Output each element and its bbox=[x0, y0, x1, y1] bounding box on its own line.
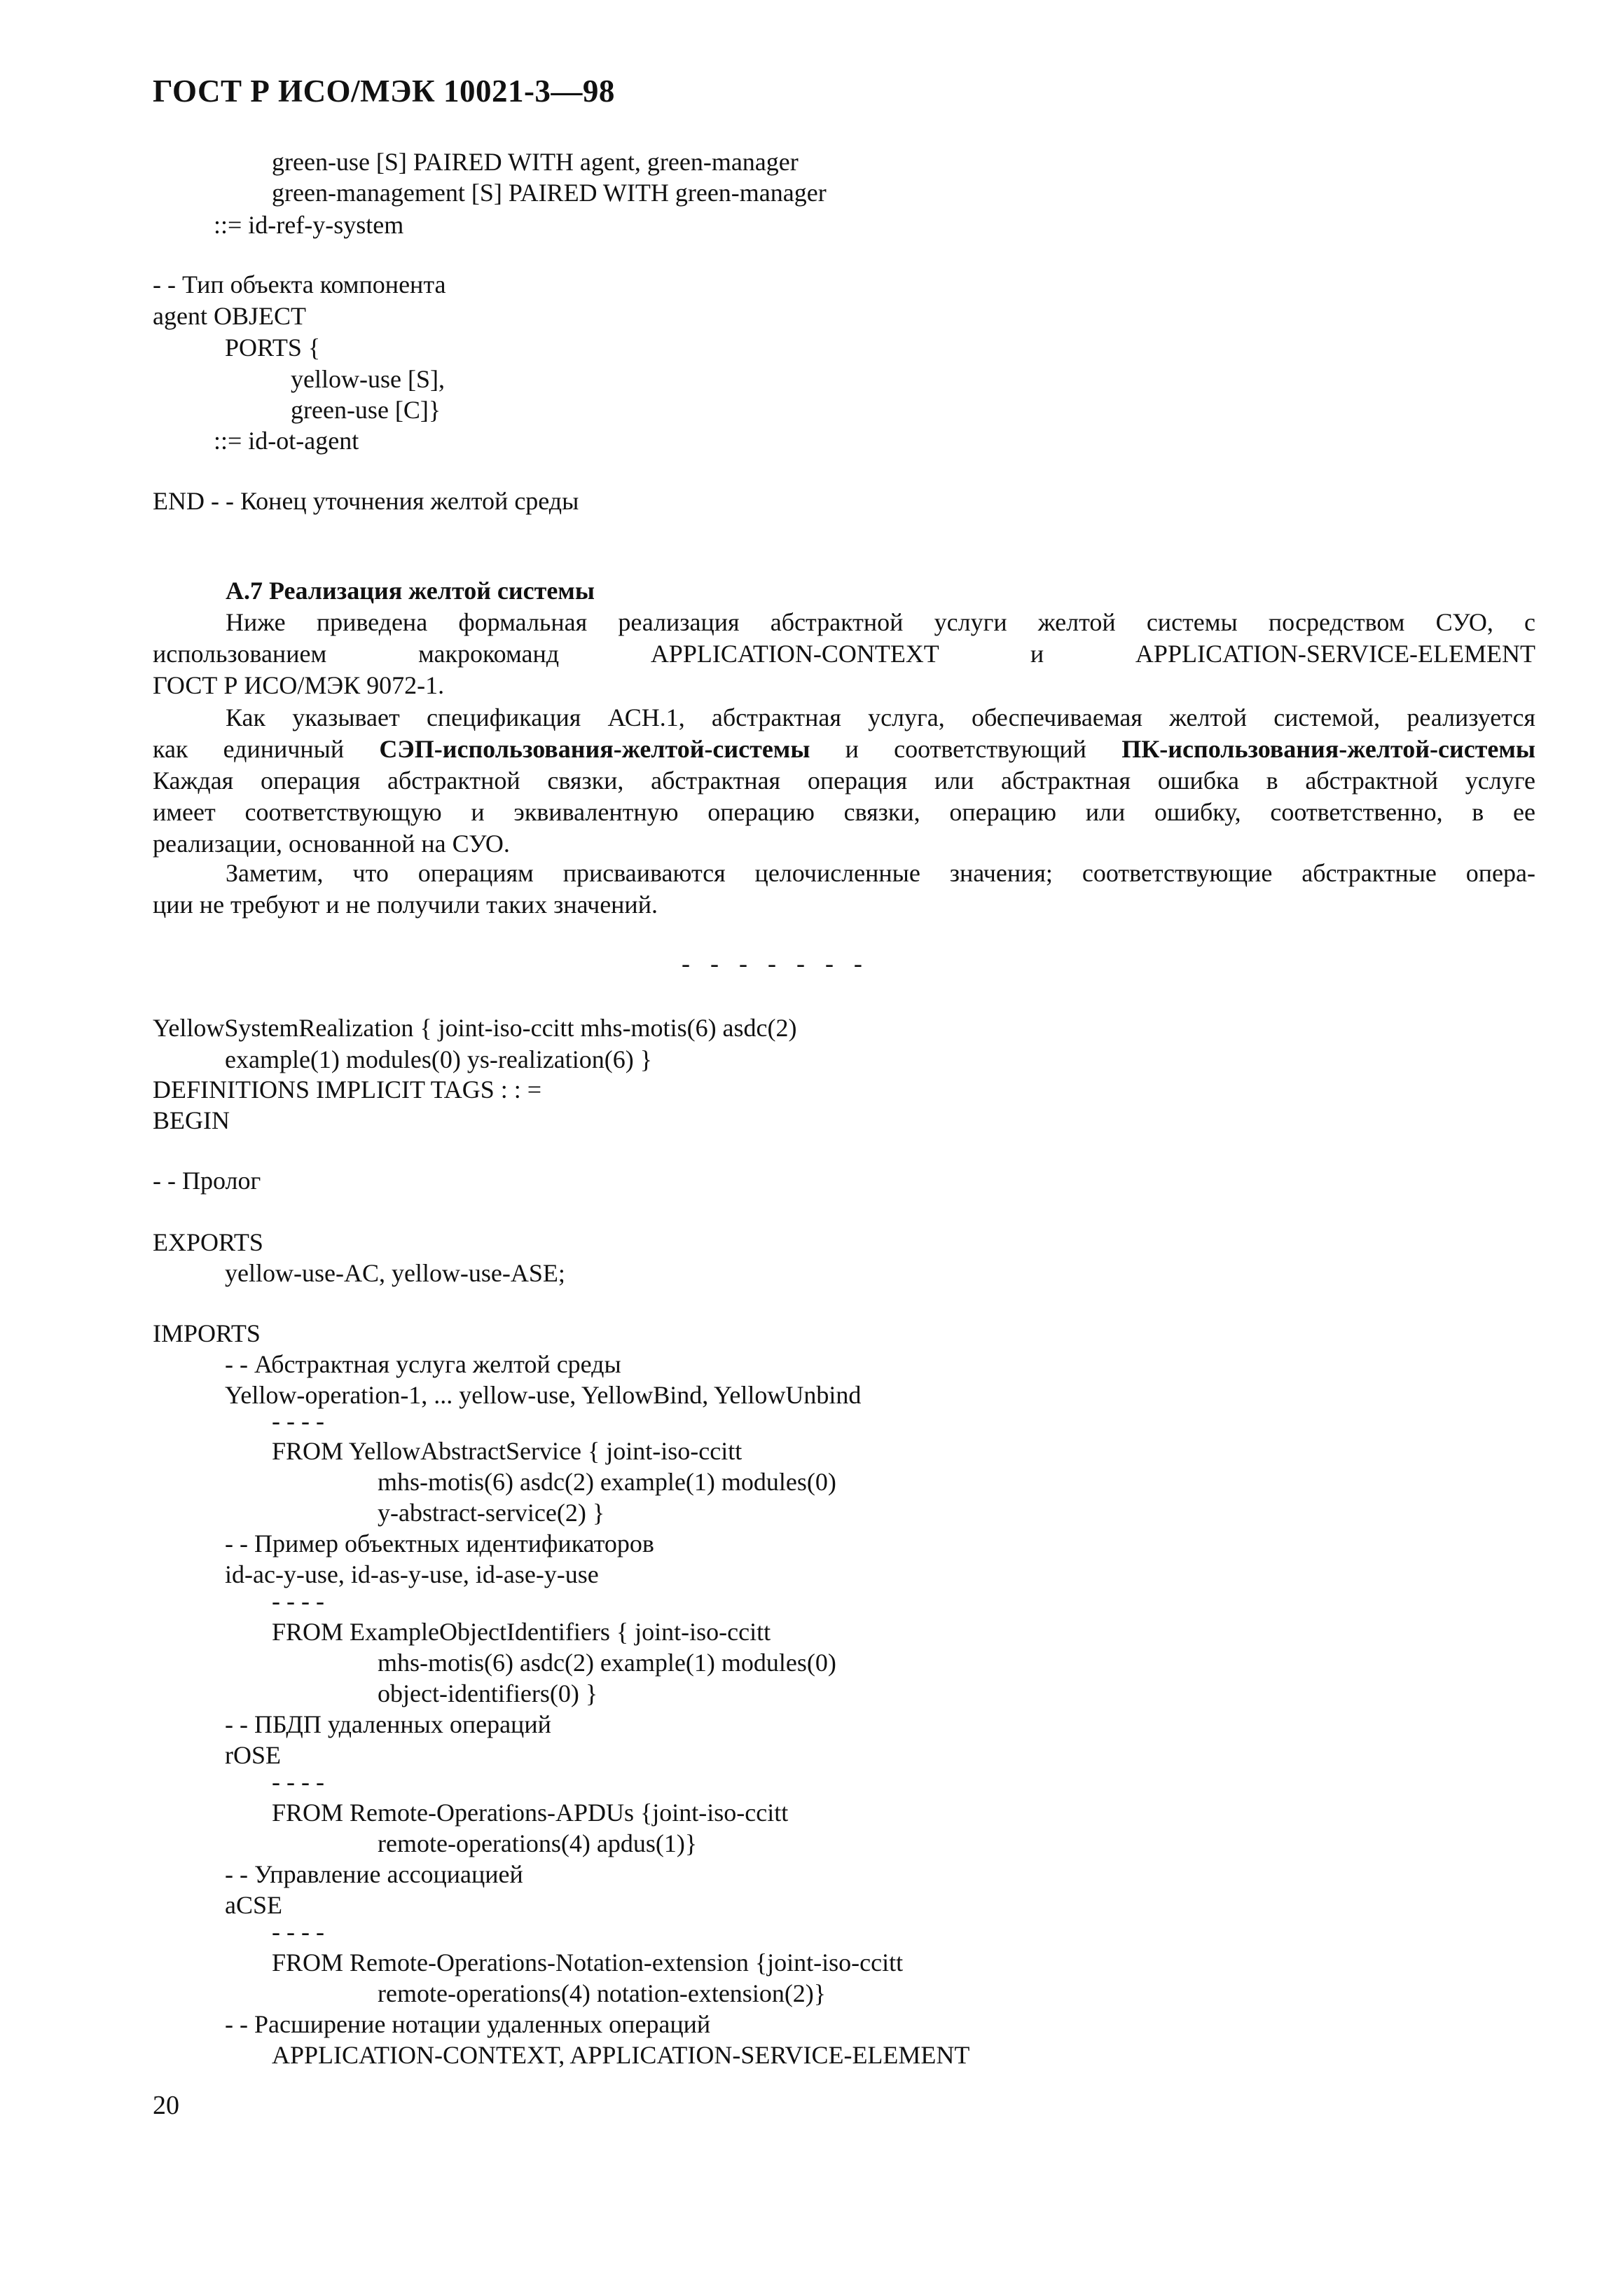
code-dashes: - - - - bbox=[272, 1407, 324, 1435]
paragraph-line: использованием макрокоманд APPLICATION-CONTEXT и APPLICATION-SERVICE-ELEMENT bbox=[153, 640, 1535, 668]
code-comment: - - Абстрактная услуга желтой среды bbox=[225, 1350, 621, 1378]
code-line: Yellow-operation-1, ... yellow-use, YellowBind, YellowUnbind bbox=[225, 1381, 862, 1409]
code-line: BEGIN bbox=[153, 1106, 230, 1134]
code-line: rOSE bbox=[225, 1741, 281, 1769]
code-line: agent OBJECT bbox=[153, 302, 306, 330]
code-line: FROM YellowAbstractService { joint-iso-ccitt bbox=[272, 1437, 743, 1465]
code-comment: - - Тип объекта компонента bbox=[153, 270, 446, 298]
code-line: ::= id-ref-y-system bbox=[214, 211, 404, 239]
code-line: yellow-use [S], bbox=[291, 365, 445, 393]
code-comment: - - Пример объектных идентификаторов bbox=[225, 1529, 654, 1558]
code-comment: - - Пролог bbox=[153, 1167, 261, 1195]
code-dashes: - - - - bbox=[272, 1918, 324, 1946]
code-line: id-ac-y-use, id-as-y-use, id-ase-y-use bbox=[225, 1560, 599, 1588]
paragraph-3 bbox=[153, 858, 1535, 921]
code-line: object-identifiers(0) } bbox=[378, 1679, 598, 1707]
code-line: FROM ExampleObjectIdentifiers { joint-iso-ccitt bbox=[272, 1618, 771, 1646]
code-line: mhs-motis(6) asdc(2) example(1) modules(0) bbox=[378, 1468, 836, 1496]
code-comment: - - Управление ассоциацией bbox=[225, 1860, 523, 1888]
code-dashes: - - - - bbox=[272, 1587, 324, 1615]
term-yellow-ac: ПК-использования-желтой-системы bbox=[1121, 735, 1535, 763]
separator: - - - - - - - bbox=[682, 949, 869, 977]
code-line: mhs-motis(6) asdc(2) example(1) modules(0) bbox=[378, 1649, 836, 1677]
code-line: FROM Remote-Operations-Notation-extension {joint-iso-ccitt bbox=[272, 1948, 904, 1977]
code-line: YellowSystemRealization { joint-iso-ccitt mhs-motis(6) asdc(2) bbox=[153, 1014, 797, 1042]
code-line: remote-operations(4) apdus(1)} bbox=[378, 1829, 698, 1857]
code-line: FROM Remote-Operations-APDUs {joint-iso-ccitt bbox=[272, 1799, 789, 1827]
page-number: 20 bbox=[153, 2091, 179, 2120]
code-comment: - - ПБДП удаленных операций bbox=[225, 1710, 551, 1738]
code-line: remote-operations(4) notation-extension(2)} bbox=[378, 1979, 827, 2007]
paragraph-line bbox=[153, 734, 1535, 765]
paragraph-line: Ниже приведена формальная реализация абстрактной услуги желтой системы посредством СУО, с bbox=[226, 608, 1535, 636]
code-line: green-use [C]} bbox=[291, 396, 441, 424]
text-span: как единичный bbox=[153, 735, 380, 763]
section-heading: А.7 Реализация желтой системы bbox=[226, 577, 595, 605]
text-span: и соответствующий bbox=[810, 735, 1122, 763]
code-line: aCSE bbox=[225, 1891, 283, 1919]
paragraph-line: ции не требуют и не получили таких значений. bbox=[153, 891, 658, 919]
code-dashes: - - - - bbox=[272, 1768, 324, 1796]
paragraph-line: Заметим, что операциям присваиваются целочисленные значения; соответствующие абстрактные опера- bbox=[226, 859, 1535, 887]
paragraph-1 bbox=[153, 607, 1535, 701]
paragraph-line: Каждая операция абстрактной связки, абстрактная операция или абстрактная ошибка в абстрактной услуге bbox=[153, 767, 1535, 795]
document-header: ГОСТ Р ИСО/МЭК 10021-3—98 bbox=[153, 74, 615, 109]
code-line: example(1) modules(0) ys-realization(6) } bbox=[225, 1045, 653, 1073]
code-comment: - - Расширение нотации удаленных операций bbox=[225, 2010, 711, 2038]
code-line: DEFINITIONS IMPLICIT TAGS : : = bbox=[153, 1075, 542, 1104]
term-yellow-ase: СЭП-использования-желтой-системы bbox=[379, 735, 810, 763]
paragraph-line: реализации, основанной на СУО. bbox=[153, 830, 510, 858]
code-line: green-management [S] PAIRED WITH green-manager bbox=[272, 179, 827, 207]
paragraph-line: имеет соответствующую и эквивалентную операцию связки, операцию или ошибку, соответственно, в ее bbox=[153, 798, 1535, 826]
code-line: y-abstract-service(2) } bbox=[378, 1499, 605, 1527]
code-line: yellow-use-AC, yellow-use-ASE; bbox=[225, 1259, 565, 1287]
paragraph-2 bbox=[153, 702, 1535, 860]
paragraph-line: Как указывает спецификация АСН.1, абстрактная услуга, обеспечиваемая желтой системой, реализуется bbox=[226, 703, 1535, 731]
code-line: IMPORTS bbox=[153, 1319, 261, 1347]
code-line: PORTS { bbox=[225, 334, 321, 362]
code-line: green-use [S] PAIRED WITH agent, green-manager bbox=[272, 148, 799, 176]
paragraph-line: ГОСТ Р ИСО/МЭК 9072-1. bbox=[153, 671, 445, 699]
code-line: END - - Конец уточнения желтой среды bbox=[153, 487, 579, 515]
code-line: APPLICATION-CONTEXT, APPLICATION-SERVICE-ELEMENT bbox=[272, 2041, 970, 2069]
code-line: EXPORTS bbox=[153, 1228, 263, 1256]
code-line: ::= id-ot-agent bbox=[214, 427, 359, 455]
